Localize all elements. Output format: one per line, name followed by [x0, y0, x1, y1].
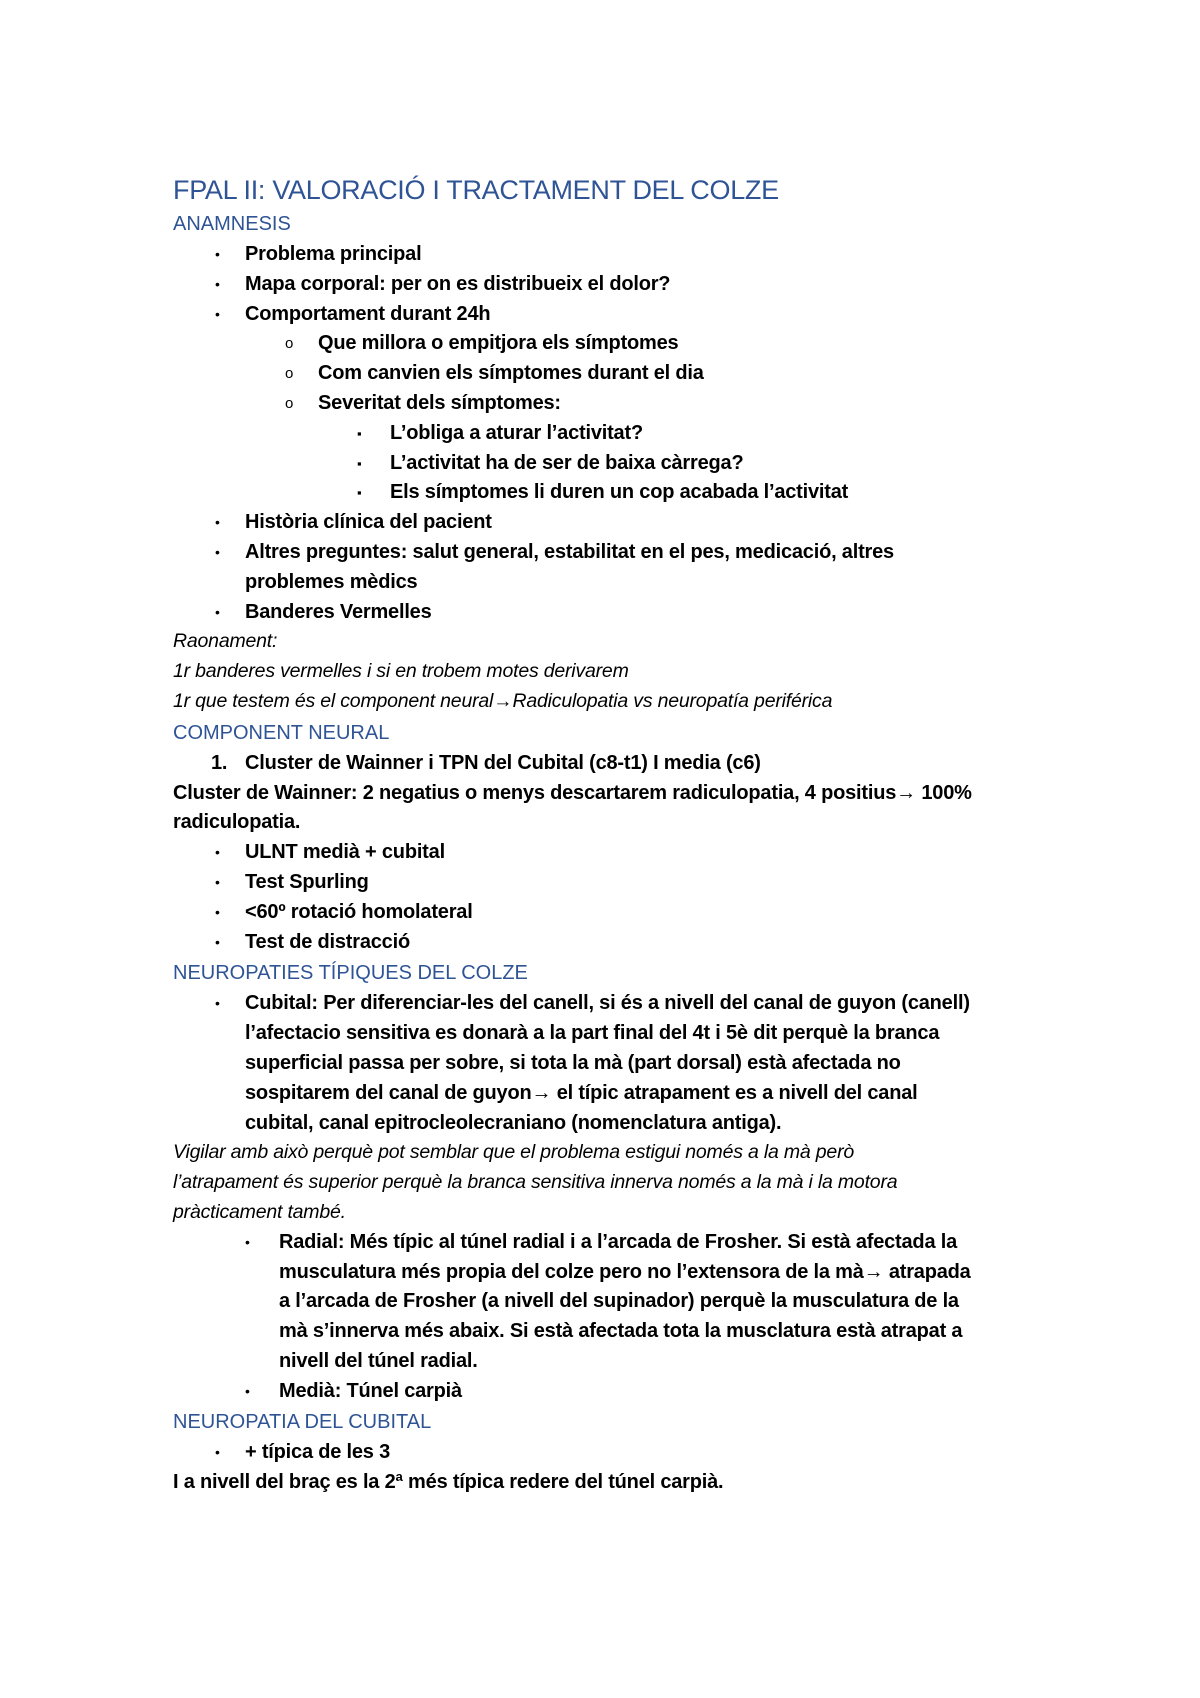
bullet-icon: •	[215, 1444, 220, 1461]
bullet-icon: •	[215, 275, 220, 292]
bullet-icon: •	[215, 603, 220, 620]
list-item: ▪ Els símptomes li duren un cop acabada l’activitat	[173, 478, 1053, 508]
bullet-icon: •	[215, 543, 220, 560]
list-item: • Comportament durant 24h	[173, 300, 1053, 330]
list-item-continuation: nivell del túnel radial.	[279, 1349, 478, 1372]
bullet-icon: •	[215, 933, 220, 950]
bullet-icon: •	[215, 995, 220, 1012]
paragraph: Cluster de Wainner: 2 negatius o menys descartarem radiculopatia, 4 positius→ 100%	[173, 781, 972, 804]
heading-neuropatia-cubital: NEUROPATIA DEL CUBITAL	[173, 1411, 432, 1434]
square-bullet-icon: ▪	[357, 455, 362, 471]
bullet-icon: •	[215, 305, 220, 322]
list-item: • Problema principal	[173, 240, 1053, 270]
note-line: Vigilar amb això perquè pot semblar que el problema estigui només a la mà però	[173, 1141, 855, 1164]
list-item: • Test Spurling	[173, 868, 1053, 898]
list-number: 1.	[211, 751, 228, 774]
bullet-icon: •	[245, 1233, 250, 1250]
list-item: • <60º rotació homolateral	[173, 898, 1053, 928]
note-line: l’atrapament és superior perquè la branca sensitiva innerva només a la mà i la motora	[173, 1171, 898, 1194]
numbered-item: 1. Cluster de Wainner i TPN del Cubital (c8-t1) I media (c6)	[173, 749, 1053, 779]
bullet-icon: •	[245, 1382, 250, 1399]
arrow-icon: →	[493, 689, 513, 712]
list-item-continuation: cubital, canal epitrocleolecraniano (nomenclatura antiga).	[245, 1111, 782, 1134]
circle-bullet-icon: o	[285, 335, 294, 353]
circle-bullet-icon: o	[285, 394, 294, 412]
heading-anamnesis: ANAMNESIS	[173, 213, 291, 235]
heading-component-neural: COMPONENT NEURAL	[173, 721, 390, 744]
list-item-continuation: musculatura més propia del colze pero no l’extensora de la mà→ atrapada	[279, 1260, 971, 1283]
list-item-cubital: • Cubital: Per diferenciar-les del canell, si és a nivell del canal de guyon (canell)	[173, 989, 1053, 1019]
bullet-icon: •	[215, 903, 220, 920]
list-item-continuation: mà s’innerva més abaix. Si està afectada tota la musclatura està atrapat a	[279, 1320, 963, 1343]
list-item: o Com canvien els símptomes durant el dia	[173, 359, 1053, 389]
paragraph: radiculopatia.	[173, 811, 301, 834]
bullet-icon: •	[215, 246, 220, 262]
list-item: • + típica de les 3	[173, 1438, 1053, 1468]
list-item-continuation: sospitarem del canal de guyon→ el típic atrapament es a nivell del canal	[245, 1081, 918, 1104]
reasoning-line: 1r banderes vermelles i si en trobem motes derivarem	[173, 660, 629, 683]
bullet-icon: •	[215, 514, 220, 531]
arrow-icon: →	[531, 1081, 552, 1104]
list-item: o Severitat dels símptomes:	[173, 389, 1053, 419]
list-item-radial: • Radial: Més típic al túnel radial i a l’arcada de Frosher. Si està afectada la	[173, 1228, 1053, 1258]
arrow-icon: →	[896, 781, 916, 804]
document-content	[173, 168, 1053, 1498]
note-line: pràcticament també.	[173, 1200, 346, 1223]
list-item: o Que millora o empitjora els símptomes	[173, 329, 1053, 359]
square-bullet-icon: ▪	[357, 485, 362, 501]
list-item-continuation: l’afectacio sensitiva es donarà a la part final del 4t i 5è dit perquè la branca	[245, 1022, 940, 1045]
reasoning-line: 1r que testem és el component neural→Radiculopatia vs neuropatía periférica	[173, 689, 833, 712]
list-item: • Banderes Vermelles	[173, 598, 1053, 628]
arrow-icon: →	[863, 1260, 884, 1283]
list-item: • Altres preguntes: salut general, estabilitat en el pes, medicació, altres	[173, 538, 1053, 568]
bullet-icon: •	[215, 844, 220, 861]
heading-neuropaties: NEUROPATIES TÍPIQUES DEL COLZE	[173, 962, 528, 985]
list-item: • Test de distracció	[173, 928, 1053, 958]
list-item: ▪ L’obliga a aturar l’activitat?	[173, 419, 1053, 449]
list-item: • ULNT medià + cubital	[173, 838, 1053, 868]
list-item-continuation: a l’arcada de Frosher (a nivell del supinador) perquè la musculatura de la	[279, 1290, 959, 1313]
list-item: • Mapa corporal: per on es distribueix el dolor?	[173, 270, 1053, 300]
square-bullet-icon: ▪	[357, 425, 362, 441]
list-item: • Història clínica del pacient	[173, 508, 1053, 538]
reasoning-label: Raonament:	[173, 630, 278, 653]
paragraph: I a nivell del braç es la 2ª més típica redere del túnel carpià.	[173, 1471, 724, 1494]
list-item-continuation: superficial passa per sobre, si tota la mà (part dorsal) està afectada no	[245, 1051, 901, 1074]
list-item-media: • Medià: Túnel carpià	[173, 1377, 1053, 1407]
circle-bullet-icon: o	[285, 365, 294, 383]
bullet-icon: •	[215, 873, 220, 890]
list-item-continuation: problemes mèdics	[245, 570, 418, 593]
document-title: FPAL II: VALORACIÓ I TRACTAMENT DEL COLZE	[173, 175, 779, 205]
list-item: ▪ L’activitat ha de ser de baixa càrrega?	[173, 449, 1053, 479]
